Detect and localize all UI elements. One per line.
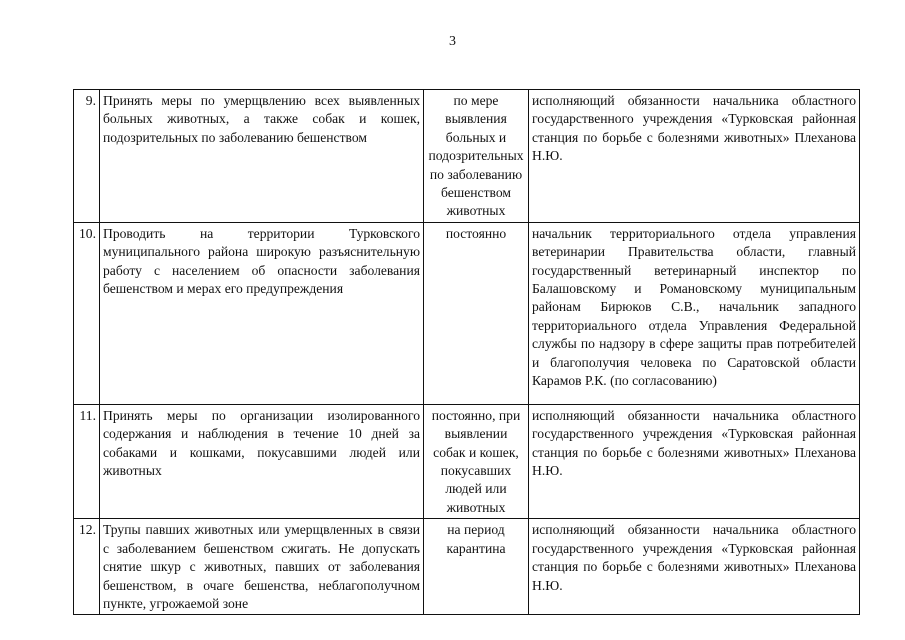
- term-text: постоянно, при выявлении собак и кошек, покусавших людей или животных: [424, 404, 529, 518]
- responsible-text: начальник территориального отдела управления ветеринарии Правительства области, главный государственный ветеринарный инспектор по Балашовскому и Романовскому муниципальным районам Бирюков С.В., начальник западного территориального отдела Управления Федеральной службы по надзору в сфере защиты прав потребителей и благополучия человека по Саратовской области Карамов Р.К. (по согласованию): [529, 222, 860, 404]
- measures-table: [73, 89, 860, 615]
- row-number: 10.: [74, 222, 100, 404]
- table-row: [74, 90, 860, 223]
- term-text: постоянно: [424, 222, 529, 404]
- measure-text: Проводить на территории Турковского муниципального района широкую разъяснительную работу с населением об опасности заболевания бешенством и мерах его предупреждения: [100, 222, 424, 404]
- row-number: 12.: [74, 519, 100, 615]
- term-text: на период карантина: [424, 519, 529, 615]
- row-number: 9.: [74, 90, 100, 223]
- term-text: по мере выявления больных и подозрительных по заболеванию бешенством животных: [424, 90, 529, 223]
- responsible-text: исполняющий обязанности начальника областного государственного учреждения «Турковская районная станция по борьбе с болезнями животных» Плеханова Н.Ю.: [529, 90, 860, 223]
- table-row: [74, 404, 860, 518]
- measure-text: Принять меры по умерщвлению всех выявленных больных животных, а также собак и кошек, подозрительных по заболеванию бешенством: [100, 90, 424, 223]
- table-row: [74, 519, 860, 615]
- measure-text: Трупы павших животных или умерщвленных в связи с заболеванием бешенством сжигать. Не допускать снятие шкур с животных, павших от заболевания бешенством, в очаге бешенства, неблагополучном пункте, угрожаемой зоне: [100, 519, 424, 615]
- row-number: 11.: [74, 404, 100, 518]
- responsible-text: исполняющий обязанности начальника областного государственного учреждения «Турковская районная станция по борьбе с болезнями животных» Плеханова Н.Ю.: [529, 519, 860, 615]
- page-number: 3: [449, 34, 456, 49]
- responsible-text: исполняющий обязанности начальника областного государственного учреждения «Турковская районная станция по борьбе с болезнями животных» Плеханова Н.Ю.: [529, 404, 860, 518]
- table-row: [74, 222, 860, 404]
- measure-text: Принять меры по организации изолированного содержания и наблюдения в течение 10 дней за собаками и кошками, покусавшими людей или животных: [100, 404, 424, 518]
